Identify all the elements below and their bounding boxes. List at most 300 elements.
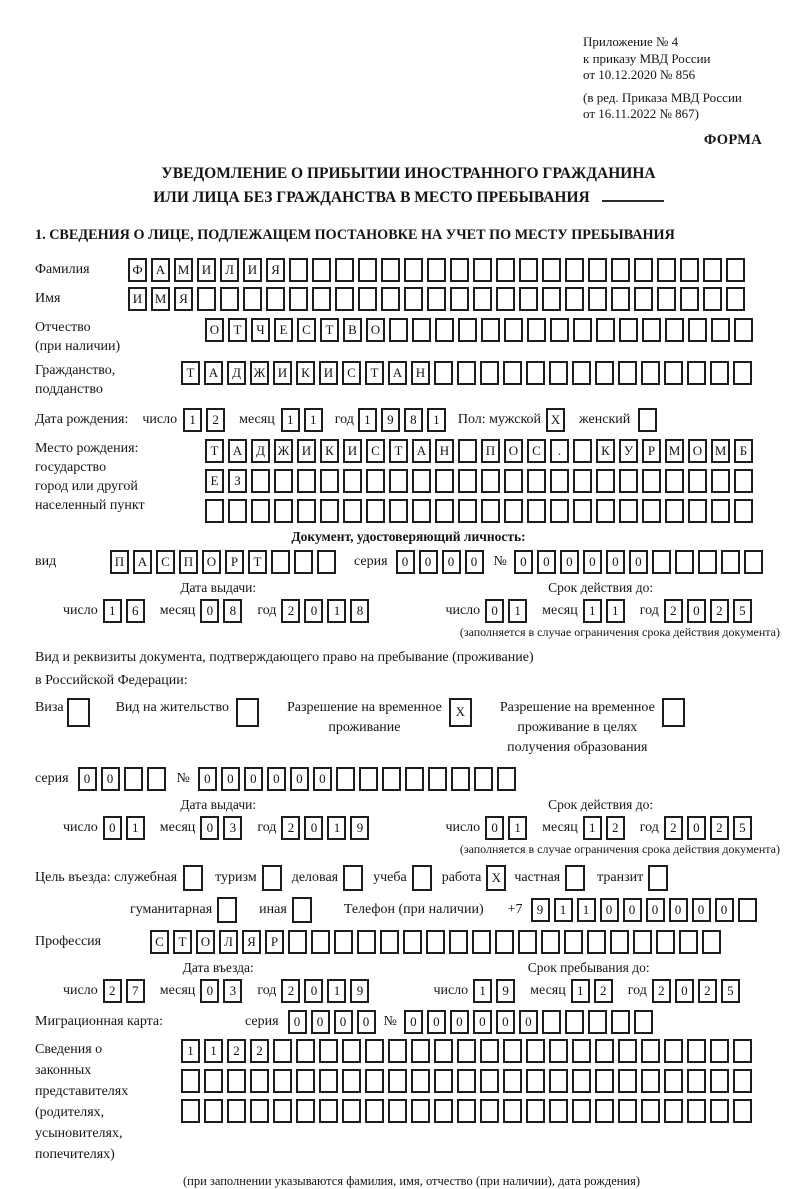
form-cell (359, 767, 378, 791)
form-cell (572, 1069, 591, 1093)
purpose-humanitarian-checkbox (217, 897, 241, 923)
form-cell: 0 (442, 550, 461, 574)
purpose-private (514, 865, 589, 891)
form-cell: А (228, 439, 247, 463)
form-cell (527, 499, 546, 523)
form-cell: 0 (200, 816, 219, 840)
form-cell (365, 1039, 384, 1063)
form-cell (404, 258, 423, 282)
form-cell (366, 499, 385, 523)
day-label: число (445, 819, 481, 835)
form-cell: 8 (350, 599, 369, 623)
month-label: месяц (159, 819, 196, 835)
form-cell (588, 287, 607, 311)
form-cell (343, 865, 363, 891)
option-temp-residence-education (500, 698, 689, 758)
form-cell (227, 1069, 246, 1093)
form-cell (403, 930, 422, 954)
form-cell: С (150, 930, 169, 954)
birth-place-label-line2: государство (35, 459, 107, 475)
form-cell: 0 (78, 767, 97, 791)
form-cell (711, 469, 730, 493)
form-cell (734, 469, 753, 493)
form-cell (641, 1039, 660, 1063)
form-cell: О (196, 930, 215, 954)
id-expiry-year-cells (664, 599, 756, 623)
form-cell (662, 698, 685, 727)
form-cell: 0 (606, 550, 625, 574)
expiry-date-header: Срок действия до: (548, 796, 654, 812)
entry-purpose-row2 (35, 897, 782, 923)
form-cell: 2 (103, 979, 122, 1003)
form-cell: 9 (531, 898, 550, 922)
form-cell (633, 930, 652, 954)
form-cell: 0 (583, 550, 602, 574)
form-cell (618, 1099, 637, 1123)
form-cell (665, 469, 684, 493)
form-cell (679, 930, 698, 954)
purpose-business-label: деловая (291, 869, 339, 885)
form-cell: 2 (281, 816, 300, 840)
form-cell (312, 258, 331, 282)
form-cell (703, 258, 722, 282)
form-cell (565, 865, 585, 891)
form-cell: Т (205, 439, 224, 463)
form-cell (687, 1099, 706, 1123)
form-cell (550, 469, 569, 493)
annex-note-line: от 16.11.2022 № 867) (583, 106, 700, 121)
form-cell (450, 287, 469, 311)
form-cell (389, 318, 408, 342)
residence-issue-date (63, 797, 373, 840)
migration-series-cells (288, 1010, 380, 1034)
form-cell (381, 258, 400, 282)
form-cell: Р (265, 930, 284, 954)
form-cell (549, 1069, 568, 1093)
form-cell (289, 287, 308, 311)
form-cell (336, 767, 355, 791)
form-cell (288, 930, 307, 954)
form-cell (611, 287, 630, 311)
phone-label: Телефон (при наличии) (343, 901, 484, 917)
form-cell (565, 287, 584, 311)
form-cell (657, 258, 676, 282)
form-cell (294, 550, 313, 574)
form-cell (710, 1069, 729, 1093)
form-cell (273, 1039, 292, 1063)
profession-row (35, 930, 782, 954)
form-cell: 2 (206, 408, 225, 432)
form-cell (495, 930, 514, 954)
residence-doc-intro (35, 646, 782, 692)
form-cell (618, 1069, 637, 1093)
form-cell (618, 1039, 637, 1063)
form-cell (250, 1099, 269, 1123)
form-cell: 0 (304, 979, 323, 1003)
form-cell (434, 361, 453, 385)
form-cell (273, 1099, 292, 1123)
form-cell: П (179, 550, 198, 574)
id-doc-type-label: вид (35, 553, 57, 569)
form-cell: 5 (733, 816, 752, 840)
form-cell: И (343, 439, 362, 463)
residence-series-label: серия (35, 770, 69, 786)
annex-line: от 10.12.2020 № 856 (583, 67, 696, 82)
form-cell: М (174, 258, 193, 282)
form-cell: С (342, 361, 361, 385)
form-cell (388, 1099, 407, 1123)
form-cell (733, 1099, 752, 1123)
form-cell: 0 (311, 1010, 330, 1034)
id-expiry-month-cells (583, 599, 629, 623)
id-doc-expiry-note: (заполняется в случае ограничения срока действия документа) (459, 624, 780, 639)
form-cell (435, 318, 454, 342)
form-cell: М (665, 439, 684, 463)
form-cell (680, 258, 699, 282)
form-cell (426, 930, 445, 954)
form-cell (573, 439, 592, 463)
form-cell: П (481, 439, 500, 463)
form-cell: 2 (710, 599, 729, 623)
form-cell: А (204, 361, 223, 385)
form-cell (595, 1099, 614, 1123)
form-cell: 0 (560, 550, 579, 574)
form-cell (519, 287, 538, 311)
form-cell: 1 (327, 979, 346, 1003)
representatives-label-line2: законных (35, 1062, 92, 1078)
citizenship-label-line1: Гражданство, (35, 362, 116, 378)
form-cell (296, 1039, 315, 1063)
form-cell: Л (220, 258, 239, 282)
form-cell (434, 1099, 453, 1123)
form-cell (664, 1069, 683, 1093)
form-cell (726, 287, 745, 311)
purpose-humanitarian-label: гуманитарная (130, 901, 213, 917)
form-cell (274, 499, 293, 523)
form-cell (342, 1099, 361, 1123)
form-cell (656, 930, 675, 954)
purpose-other-label: иная (259, 901, 287, 917)
form-cell (641, 1069, 660, 1093)
option-temp-residence-line2: проживание (328, 719, 401, 735)
form-cell: 7 (126, 979, 145, 1003)
form-cell (610, 930, 629, 954)
day-label: число (63, 982, 98, 998)
form-cell (664, 361, 683, 385)
form-cell (619, 318, 638, 342)
form-cell: 0 (101, 767, 120, 791)
form-cell (181, 1099, 200, 1123)
form-cell: Е (205, 469, 224, 493)
purpose-transit (597, 865, 672, 891)
option-temp-residence-checkbox (449, 698, 476, 727)
month-label: месяц (159, 602, 196, 618)
form-cell (726, 258, 745, 282)
sex-male-label: Пол: мужской (457, 411, 542, 427)
form-cell (565, 1010, 584, 1034)
form-cell (205, 499, 224, 523)
form-cell (365, 1099, 384, 1123)
form-cell (472, 930, 491, 954)
representatives-label-line6: попечителях) (35, 1146, 115, 1162)
entry-stay-dates (35, 960, 782, 1003)
annex-reference (583, 34, 782, 123)
day-label: число (142, 411, 178, 427)
form-cell (343, 499, 362, 523)
form-cell (588, 258, 607, 282)
year-label: год (257, 819, 277, 835)
form-cell: 0 (715, 898, 734, 922)
form-cell: З (228, 469, 247, 493)
form-cell (549, 1099, 568, 1123)
form-cell (181, 1069, 200, 1093)
id-expiry-day-cells (485, 599, 531, 623)
form-cell: 2 (281, 979, 300, 1003)
form-cell (481, 318, 500, 342)
form-cell (412, 318, 431, 342)
form-title-line1: УВЕДОМЛЕНИЕ О ПРИБЫТИИ ИНОСТРАННОГО ГРАЖДАНИНА (161, 164, 656, 182)
form-cell (382, 767, 401, 791)
form-cell (389, 469, 408, 493)
form-cell (273, 1069, 292, 1093)
form-cell: Т (181, 361, 200, 385)
form-cell (427, 258, 446, 282)
id-doc-issue-date (63, 580, 373, 623)
form-cell (634, 1010, 653, 1034)
form-cell (292, 897, 312, 923)
birth-place-label-line3: город или другой (35, 478, 138, 494)
form-cell (411, 1069, 430, 1093)
form-cell (497, 767, 516, 791)
form-cell (611, 1010, 630, 1034)
entry-month-cells (200, 979, 246, 1003)
form-cell (618, 361, 637, 385)
form-cell (496, 287, 515, 311)
form-cell: 0 (465, 550, 484, 574)
form-cell: И (243, 258, 262, 282)
form-cell (518, 930, 537, 954)
citizenship-cells (181, 361, 756, 385)
residence-number-label: № (176, 770, 190, 786)
form-cell (366, 469, 385, 493)
form-cell: Л (219, 930, 238, 954)
purpose-business (292, 865, 367, 891)
form-cell (680, 287, 699, 311)
form-cell (652, 550, 671, 574)
annex-note-line: (в ред. Приказа МВД России (583, 89, 742, 105)
form-cell (457, 361, 476, 385)
citizenship-label (35, 361, 181, 399)
year-label: год (627, 982, 647, 998)
form-cell (67, 698, 90, 727)
form-cell (642, 318, 661, 342)
option-visa (35, 698, 94, 727)
purpose-official-checkbox (183, 865, 207, 891)
day-label: число (445, 602, 481, 618)
form-cell: 0 (669, 898, 688, 922)
form-cell (227, 1099, 246, 1123)
option-temp-residence-education-label (500, 698, 655, 758)
form-cell (721, 550, 740, 574)
form-cell: К (296, 361, 315, 385)
form-cell: 5 (733, 599, 752, 623)
form-cell (451, 767, 470, 791)
form-cell: 1 (508, 599, 527, 623)
form-cell: Ф (128, 258, 147, 282)
form-cell: А (151, 258, 170, 282)
form-cell (595, 1069, 614, 1093)
form-cell: 3 (223, 979, 242, 1003)
birth-date-row (35, 408, 782, 432)
purpose-humanitarian (130, 897, 241, 923)
entry-year-cells (281, 979, 373, 1003)
form-cell: 0 (334, 1010, 353, 1034)
form-cell: С (527, 439, 546, 463)
form-cell (404, 287, 423, 311)
residence-number-cells (198, 767, 520, 791)
form-cell: 1 (103, 599, 122, 623)
form-cell: 9 (350, 816, 369, 840)
form-cell (262, 865, 282, 891)
form-cell (251, 469, 270, 493)
residence-expiry-month-cells (583, 816, 629, 840)
form-cell: 0 (419, 550, 438, 574)
day-label: число (63, 819, 98, 835)
form-cell (412, 865, 432, 891)
form-cell (481, 469, 500, 493)
month-label: месяц (530, 982, 566, 998)
purpose-study-label: учеба (373, 869, 407, 885)
form-cell: Р (225, 550, 244, 574)
option-visa-checkbox (67, 698, 94, 727)
purpose-study (373, 865, 436, 891)
form-cell (641, 1099, 660, 1123)
id-doc-series-cells (396, 550, 488, 574)
id-issue-year-cells (281, 599, 373, 623)
month-label: месяц (542, 819, 578, 835)
form-cell (251, 499, 270, 523)
form-cell (527, 318, 546, 342)
form-cell (342, 1039, 361, 1063)
form-cell (457, 1069, 476, 1093)
form-cell (449, 930, 468, 954)
form-cell (274, 469, 293, 493)
form-cell: 0 (304, 816, 323, 840)
representatives-label (35, 1039, 181, 1165)
form-cell (457, 1099, 476, 1123)
form-cell: 1 (473, 979, 492, 1003)
form-cell (710, 361, 729, 385)
form-cell (358, 258, 377, 282)
form-cell (197, 287, 216, 311)
representatives-cells (181, 1039, 756, 1123)
form-cell: 1 (508, 816, 527, 840)
form-cell: И (128, 287, 147, 311)
form-cell: Я (242, 930, 261, 954)
form-cell (503, 1099, 522, 1123)
form-cell (266, 287, 285, 311)
birth-month-cells (281, 408, 327, 432)
form-cell (527, 469, 546, 493)
form-cell (733, 361, 752, 385)
form-cell (542, 1010, 561, 1034)
form-cell: 0 (244, 767, 263, 791)
purpose-business-checkbox (343, 865, 367, 891)
purpose-other-checkbox (292, 897, 316, 923)
form-cell (550, 499, 569, 523)
form-cell (458, 318, 477, 342)
form-cell (710, 1099, 729, 1123)
purpose-transit-label: транзит (597, 869, 644, 885)
form-cell: О (688, 439, 707, 463)
form-cell (733, 1069, 752, 1093)
form-cell: 0 (304, 599, 323, 623)
patronymic-row (35, 318, 782, 356)
form-cell (573, 318, 592, 342)
form-cell (526, 361, 545, 385)
form-cell (480, 1039, 499, 1063)
form-cell (434, 1069, 453, 1093)
form-cell (228, 499, 247, 523)
year-label: год (639, 602, 659, 618)
form-cell (457, 1039, 476, 1063)
form-cell: X (546, 408, 565, 432)
patronymic-cells (205, 318, 757, 342)
citizenship-row (35, 361, 782, 399)
stay-month-cells (571, 979, 617, 1003)
form-cell: 1 (204, 1039, 223, 1063)
day-label: число (63, 602, 98, 618)
form-cell: Р (642, 439, 661, 463)
form-cell: 0 (290, 767, 309, 791)
form-cell (595, 361, 614, 385)
form-cell (572, 1099, 591, 1123)
form-cell: 0 (357, 1010, 376, 1034)
form-cell: 1 (327, 599, 346, 623)
migration-number-label: № (383, 1013, 397, 1029)
form-cell: С (366, 439, 385, 463)
purpose-other (259, 897, 316, 923)
form-cell: 0 (629, 550, 648, 574)
form-cell: Я (266, 258, 285, 282)
form-cell: 0 (200, 599, 219, 623)
year-label: год (639, 819, 659, 835)
form-cell (573, 469, 592, 493)
form-cell: 2 (594, 979, 613, 1003)
form-cell: М (151, 287, 170, 311)
form-cell: Т (173, 930, 192, 954)
form-title (35, 162, 782, 210)
id-doc-number-cells (514, 550, 767, 574)
residence-expiry-year-cells (664, 816, 756, 840)
expiry-date-header: Срок действия до: (548, 579, 654, 595)
form-cell (596, 318, 615, 342)
form-cell (296, 1069, 315, 1093)
option-temp-residence-education-checkbox (662, 698, 689, 727)
form-cell (204, 1069, 223, 1093)
birth-place-cells-row1 (205, 439, 757, 463)
form-cell (504, 469, 523, 493)
form-cell: 0 (450, 1010, 469, 1034)
issue-date-header: Дата выдачи: (180, 579, 257, 595)
name-cells (128, 287, 749, 311)
form-cell: 1 (181, 1039, 200, 1063)
residence-issue-day-cells (103, 816, 149, 840)
form-cell: 2 (710, 816, 729, 840)
form-cell (542, 258, 561, 282)
form-cell: 0 (396, 550, 415, 574)
form-cell: 9 (381, 408, 400, 432)
